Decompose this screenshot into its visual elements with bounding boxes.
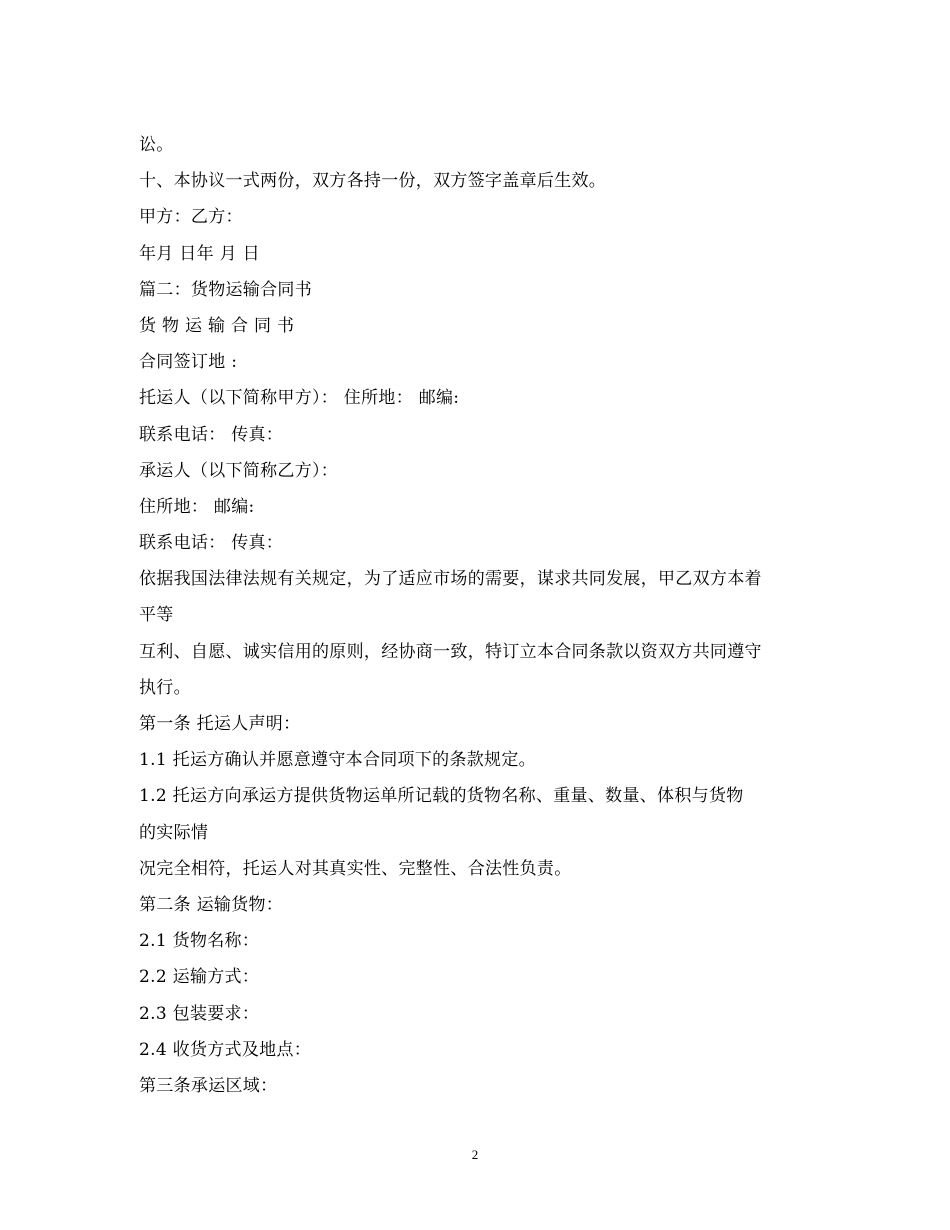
- clause-line: 2.2 运输方式：: [139, 967, 260, 988]
- text-line: 讼。: [139, 135, 174, 155]
- text-line: 的实际情: [139, 822, 209, 843]
- text-line: 互利、自愿、诚实信用的原则，经协商一致，特订立本合同条款以资双方共同遵守: [139, 641, 762, 662]
- text-line: 联系电话： 传真：: [139, 424, 284, 445]
- text-line: 合同签订地 :: [139, 352, 238, 373]
- page-number: 2: [471, 1147, 479, 1162]
- text-line: 况完全相符，托运人对其真实性、完整性、合法性负责。: [139, 858, 572, 879]
- article-heading: 第二条 运输货物：: [139, 894, 284, 915]
- text-line: 依据我国法律法规有关规定，为了适应市场的需要，谋求共同发展，甲乙双方本着: [139, 569, 762, 590]
- clause-line: 1.2 托运方向承运方提供货物运单所记载的货物名称、重量、数量、体积与货物: [139, 786, 744, 807]
- contract-title: 货 物 运 输 合 同 书: [139, 315, 295, 336]
- clause-line: 2.3 包装要求：: [139, 1003, 260, 1024]
- text-line: 托运人（以下简称甲方）： 住所地： 邮编:: [139, 388, 460, 409]
- text-line: 平等: [139, 605, 174, 626]
- clause-line: 1.1 托运方确认并愿意遵守本合同项下的条款规定。: [139, 750, 536, 771]
- text-line: 承运人（以下简称乙方）：: [139, 460, 339, 481]
- text-line: 执行。: [139, 677, 191, 698]
- article-heading: 第三条承运区域：: [139, 1075, 278, 1096]
- text-line: 十、本协议一式两份，双方各持一份，双方签字盖章后生效。: [139, 171, 607, 192]
- text-line: 甲方：乙方：: [139, 207, 243, 228]
- text-line: 联系电话： 传真：: [139, 533, 284, 554]
- clause-line: 2.1 货物名称：: [139, 931, 260, 952]
- text-line: 年月 日年 月 日: [139, 243, 260, 264]
- clause-line: 2.4 收货方式及地点：: [139, 1039, 312, 1060]
- article-heading: 第一条 托运人声明：: [139, 714, 301, 734]
- section-heading: 篇二：货物运输合同书: [139, 279, 312, 300]
- text-line: 住所地： 邮编:: [139, 496, 255, 517]
- document-body: [139, 127, 819, 1104]
